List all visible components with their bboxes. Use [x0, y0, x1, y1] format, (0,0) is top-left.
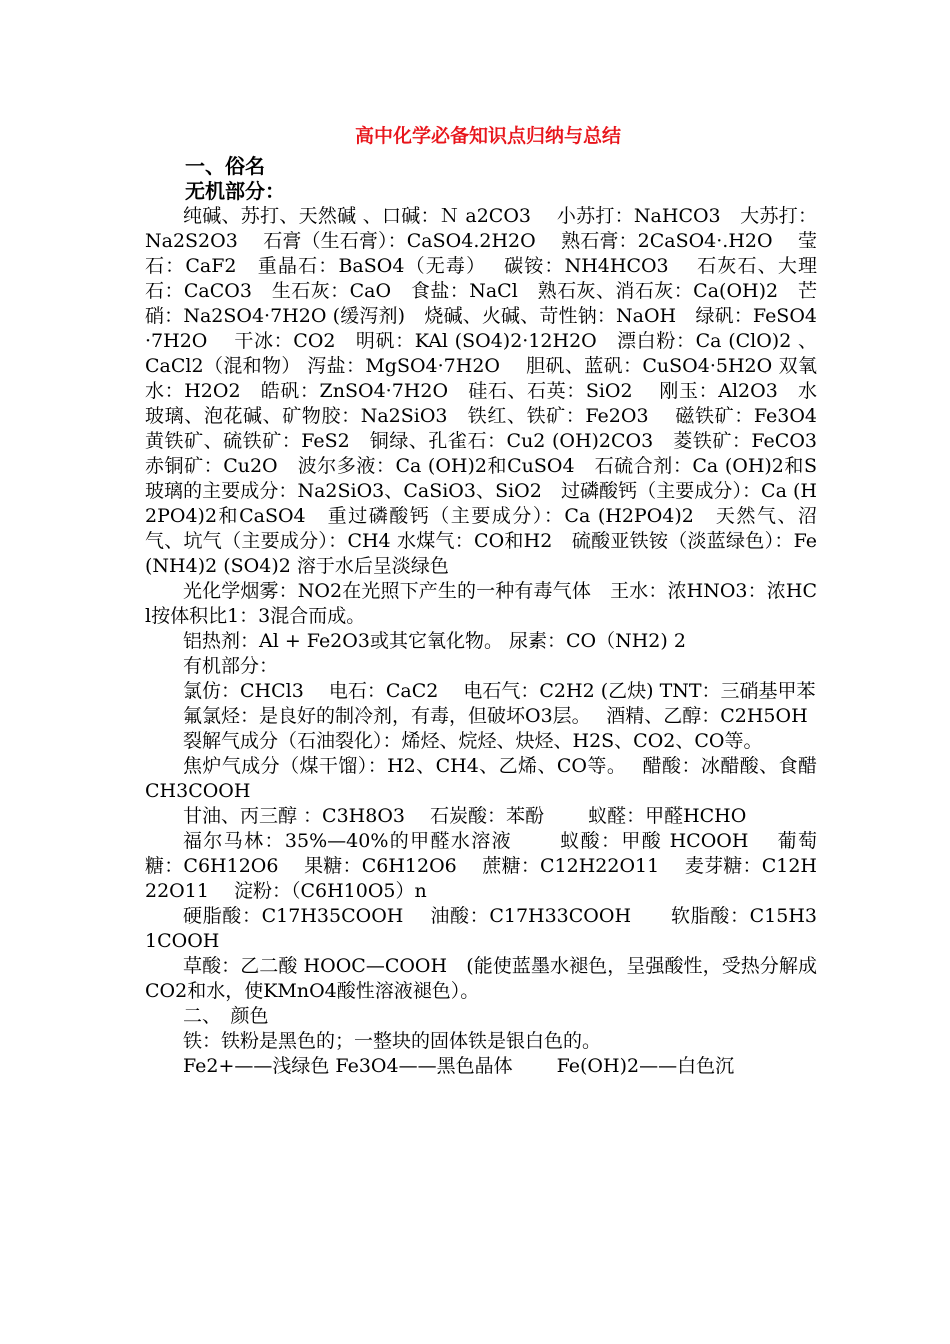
paragraph-thermite: 铝热剂：Al + Fe2O3或其它氧化物。 尿素：CO（NH2) 2: [183, 630, 686, 652]
paragraph-iron-ions: Fe2+——浅绿色 Fe3O4——黑色晶体 Fe(OH)2——白色沉: [183, 1055, 735, 1077]
paragraph-chloroform: 氯仿：CHCl3 电石：CaC2 电石气：C2H2 (乙炔) TNT：三硝基甲苯: [183, 680, 816, 702]
paragraph-fatty-acids: 硬脂酸：C17H35COOH 油酸：C17H33COOH 软脂酸：C15H31COOH: [145, 905, 817, 952]
paragraph-iron: 铁：铁粉是黑色的；一整块的固体铁是银白色的。: [183, 1030, 602, 1052]
paragraph-glycerol: 甘油、丙三醇 ：C3H8O3 石炭酸：苯酚 蚁醛：甲醛HCHO: [183, 805, 747, 827]
section-heading-common-names: 一、俗名: [185, 154, 265, 178]
section-heading-colors: 二、 颜色: [183, 1005, 269, 1027]
paragraph-cracking-gas: 裂解气成分（石油裂化）：烯烃、烷烃、炔烃、H2S、CO2、CO等。: [183, 730, 763, 752]
paragraph-organic-heading: 有机部分：: [183, 655, 279, 677]
document-title: 高中化学必备知识点归纳与总结: [354, 125, 621, 147]
paragraph-photochemical-smog: 光化学烟雾：NO2在光照下产生的一种有毒气体 王水：浓HNO3：浓HCl按体积比1：3混合而成。: [145, 580, 817, 627]
paragraph-oxalic-acid: 草酸：乙二酸 HOOC—COOH (能使蓝墨水褪色，呈强酸性，受热分解成CO2和水，使KMnO4酸性溶液褪色）。: [145, 955, 817, 1002]
paragraph-freon: 氟氯烃：是良好的制冷剂，有毒，但破坏O3层。 酒精、乙醇：C2H5OH: [183, 705, 808, 727]
document-page: [145, 118, 837, 1079]
paragraph-formalin: 福尔马林：35%—40%的甲醛水溶液 蚁酸：甲酸 HCOOH 葡萄糖：C6H12O6 果糖：C6H12O6 蔗糖：C12H22O11 麦芽糖：C12H22O11 淀粉：（C6H10O5）n: [145, 830, 817, 902]
paragraph-inorganic-list: 纯碱、苏打、天然碱 、口碱：Ｎ a2CO3 小苏打：NaHCO3 大苏打：Na2S2O3 石膏（生石膏）：CaSO4.2H2O 熟石膏：2CaSO4·.H2O 莹石：CaF2 重晶石：BaSO4（无毒） 碳铵：NH4HCO3 石灰石、大理石：CaCO3 生石灰：CaO 食盐：NaCl 熟石灰、消石灰：Ca(OH)2 芒硝：Na2SO4·7H2O (缓泻剂) 烧碱、火碱、苛性钠：NaOH 绿矾：FeSO4·7H2O 干冰：CO2 明矾：KAl (SO4)2·12H2O 漂白粉：Ca (ClO)2 、CaCl2（混和物） 泻盐：MgSO4·7H2O 胆矾、蓝矾：CuSO4·5H2O 双氧水：H2O2 皓矾：ZnSO4·7H2O 硅石、石英：SiO2 刚玉：Al2O3 水玻璃、泡花碱、矿物胶：Na2SiO3 铁红、铁矿：Fe2O3 磁铁矿：Fe3O4 黄铁矿、硫铁矿：FeS2 铜绿、孔雀石：Cu2 (OH)2CO3 菱铁矿：FeCO3 赤铜矿：Cu2O 波尔多液：Ca (OH)2和CuSO4 石硫合剂：Ca (OH)2和S 玻璃的主要成分：Na2SiO3、CaSiO3、SiO2 过磷酸钙（主要成分）：Ca (H2PO4)2和CaSO4 重过磷酸钙（主要成分）：Ca (H2PO4)2 天然气、沼气、坑气（主要成分）：CH4 水煤气：CO和H2 硫酸亚铁铵（淡蓝绿色）：Fe (NH4)2 (SO4)2 溶于水后呈淡绿色: [145, 205, 837, 577]
subsection-heading-inorganic: 无机部分：: [185, 179, 285, 203]
paragraph-coke-oven-gas: 焦炉气成分（煤干馏）：H2、CH4、乙烯、CO等。 醋酸：冰醋酸、食醋 CH3COOH: [145, 755, 837, 802]
